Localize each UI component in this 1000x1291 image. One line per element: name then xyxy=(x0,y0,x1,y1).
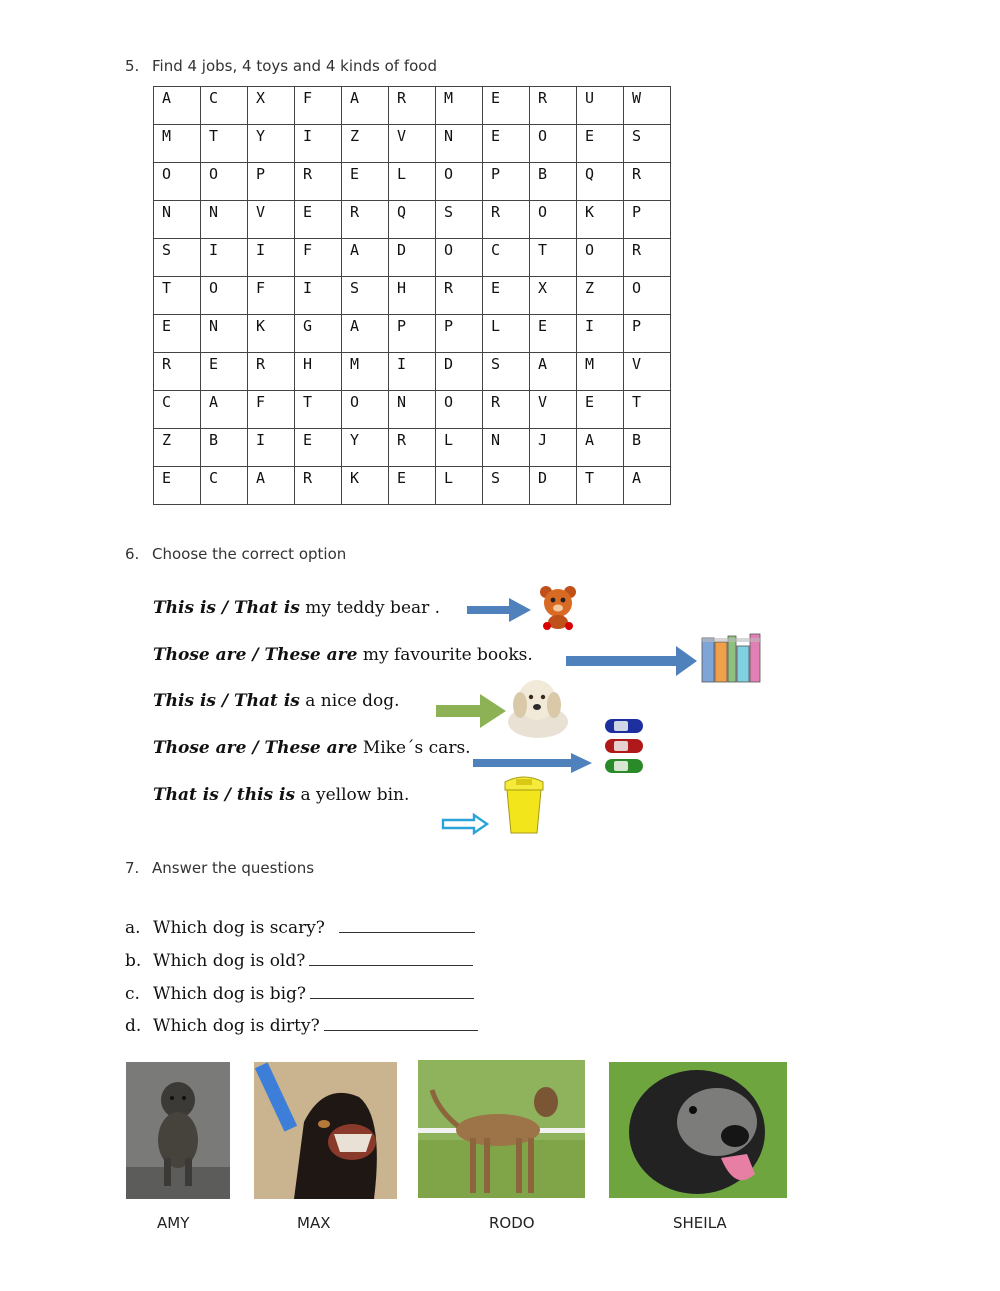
grid-cell[interactable]: E xyxy=(483,125,530,163)
grid-cell[interactable]: H xyxy=(295,353,342,391)
teddy-bear-icon xyxy=(540,586,576,630)
grid-cell[interactable]: T xyxy=(201,125,248,163)
grid-cell[interactable]: C xyxy=(483,239,530,277)
dog-name-label: AMY xyxy=(157,1214,190,1232)
grid-cell[interactable]: O xyxy=(201,277,248,315)
grid-cell[interactable]: D xyxy=(436,353,483,391)
grid-cell[interactable]: P xyxy=(436,315,483,353)
option-choice[interactable]: Those are / These are xyxy=(153,738,358,758)
grid-cell[interactable]: R xyxy=(624,163,671,201)
grid-cell[interactable]: N xyxy=(389,391,436,429)
grid-cell[interactable]: M xyxy=(342,353,389,391)
grid-cell[interactable]: E xyxy=(530,315,577,353)
grid-cell[interactable]: K xyxy=(342,467,389,505)
grid-cell[interactable]: R xyxy=(389,87,436,125)
section-number: 7. xyxy=(125,859,140,877)
grid-cell[interactable]: K xyxy=(248,315,295,353)
grid-cell[interactable]: S xyxy=(342,277,389,315)
grid-cell[interactable]: T xyxy=(154,277,201,315)
grid-cell[interactable]: E xyxy=(295,429,342,467)
grid-cell[interactable]: P xyxy=(248,163,295,201)
grid-cell[interactable]: A xyxy=(342,315,389,353)
grid-cell[interactable]: I xyxy=(295,277,342,315)
grid-cell[interactable]: R xyxy=(436,277,483,315)
sentence-text: a nice dog. xyxy=(299,691,400,711)
grid-cell[interactable]: S xyxy=(154,239,201,277)
grid-cell[interactable]: T xyxy=(577,467,624,505)
grid-cell[interactable]: I xyxy=(248,239,295,277)
question-text: Which dog is dirty? xyxy=(153,1016,320,1036)
grid-cell[interactable]: R xyxy=(530,87,577,125)
grid-cell[interactable]: P xyxy=(483,163,530,201)
option-choice[interactable]: This is / That is xyxy=(153,691,300,711)
sentence-text: my favourite books. xyxy=(357,645,533,665)
grid-cell[interactable]: V xyxy=(389,125,436,163)
grid-cell[interactable]: A xyxy=(342,87,389,125)
grid-cell[interactable]: E xyxy=(483,87,530,125)
books-icon xyxy=(702,634,760,682)
grid-cell[interactable]: C xyxy=(201,467,248,505)
grid-cell[interactable]: R xyxy=(342,201,389,239)
grid-cell[interactable]: N xyxy=(201,201,248,239)
grid-cell[interactable]: O xyxy=(577,239,624,277)
grid-cell[interactable]: R xyxy=(295,163,342,201)
grid-cell[interactable]: T xyxy=(624,391,671,429)
grid-cell[interactable]: E xyxy=(154,315,201,353)
grid-cell[interactable]: E xyxy=(389,467,436,505)
grid-cell[interactable]: A xyxy=(201,391,248,429)
grid-cell[interactable]: N xyxy=(483,429,530,467)
question-text: Which dog is old? xyxy=(153,951,306,971)
grid-cell[interactable]: Q xyxy=(389,201,436,239)
arrow-icon xyxy=(443,815,487,833)
grid-cell[interactable]: O xyxy=(530,201,577,239)
grid-cell[interactable]: T xyxy=(530,239,577,277)
dog-photo-sheila xyxy=(609,1062,787,1198)
grid-cell[interactable]: R xyxy=(295,467,342,505)
grid-cell[interactable]: A xyxy=(154,87,201,125)
grid-cell[interactable]: S xyxy=(483,467,530,505)
grid-cell[interactable]: M xyxy=(436,87,483,125)
grid-cell[interactable]: P xyxy=(624,201,671,239)
grid-cell[interactable]: N xyxy=(436,125,483,163)
section-7-heading xyxy=(125,859,314,877)
grid-cell[interactable]: Z xyxy=(342,125,389,163)
grid-cell[interactable]: F xyxy=(295,239,342,277)
grid-cell[interactable]: C xyxy=(154,391,201,429)
grid-cell[interactable]: F xyxy=(248,391,295,429)
grid-cell[interactable]: O xyxy=(624,277,671,315)
grid-cell[interactable]: A xyxy=(342,239,389,277)
sentence-text: a yellow bin. xyxy=(295,785,410,805)
toy-cars-icon xyxy=(605,719,643,773)
grid-cell[interactable]: Q xyxy=(577,163,624,201)
arrow-icon xyxy=(473,753,592,773)
question-c xyxy=(125,984,474,1004)
grid-cell[interactable]: O xyxy=(436,163,483,201)
grid-cell[interactable]: X xyxy=(530,277,577,315)
section-number: 6. xyxy=(125,545,140,563)
grid-cell[interactable]: B xyxy=(201,429,248,467)
grid-cell[interactable]: R xyxy=(248,353,295,391)
grid-cell[interactable]: I xyxy=(201,239,248,277)
grid-cell[interactable]: O xyxy=(201,163,248,201)
grid-cell[interactable]: B xyxy=(624,429,671,467)
grid-cell[interactable]: R xyxy=(483,391,530,429)
question-text: Which dog is big? xyxy=(153,984,307,1004)
answer-line[interactable] xyxy=(309,951,473,966)
section-number: 5. xyxy=(125,57,140,75)
dog-photo-max xyxy=(254,1062,397,1199)
question-a xyxy=(125,918,475,938)
question-d xyxy=(125,1016,478,1036)
arrow-icon xyxy=(467,598,531,622)
option-choice[interactable]: That is / this is xyxy=(153,785,296,805)
grid-cell[interactable]: E xyxy=(295,201,342,239)
answer-line[interactable] xyxy=(339,918,475,933)
grid-cell[interactable]: E xyxy=(342,163,389,201)
option-choice[interactable]: Those are / These are xyxy=(153,645,358,665)
grid-cell[interactable]: J xyxy=(530,429,577,467)
sentence-text: Mike´s cars. xyxy=(357,738,471,758)
grid-cell[interactable]: F xyxy=(248,277,295,315)
grid-cell[interactable]: P xyxy=(389,315,436,353)
grid-cell[interactable]: R xyxy=(483,201,530,239)
dog-name-label: SHEILA xyxy=(673,1214,727,1232)
grid-cell[interactable]: E xyxy=(483,277,530,315)
grid-cell[interactable]: V xyxy=(248,201,295,239)
grid-cell[interactable]: F xyxy=(295,87,342,125)
grid-cell[interactable]: E xyxy=(577,125,624,163)
grid-cell[interactable]: U xyxy=(577,87,624,125)
grid-cell[interactable]: R xyxy=(154,353,201,391)
question-text: Which dog is scary? xyxy=(153,918,325,938)
grid-cell[interactable]: A xyxy=(530,353,577,391)
grid-cell[interactable]: V xyxy=(530,391,577,429)
grid-cell[interactable]: Z xyxy=(154,429,201,467)
grid-cell[interactable]: K xyxy=(577,201,624,239)
answer-line[interactable] xyxy=(324,1016,478,1031)
grid-cell[interactable]: O xyxy=(530,125,577,163)
grid-cell[interactable]: L xyxy=(436,429,483,467)
grid-cell[interactable]: H xyxy=(389,277,436,315)
dog-name-label: MAX xyxy=(297,1214,331,1232)
grid-cell[interactable]: I xyxy=(389,353,436,391)
grid-cell[interactable]: D xyxy=(389,239,436,277)
sentence-text: my teddy bear . xyxy=(299,598,441,618)
grid-cell[interactable]: T xyxy=(295,391,342,429)
grid-cell[interactable]: I xyxy=(577,315,624,353)
grid-cell[interactable]: P xyxy=(624,315,671,353)
grid-cell[interactable]: O xyxy=(342,391,389,429)
grid-cell[interactable]: N xyxy=(201,315,248,353)
grid-cell[interactable]: A xyxy=(248,467,295,505)
yellow-bin-icon xyxy=(505,777,543,833)
grid-cell[interactable]: E xyxy=(201,353,248,391)
grid-cell[interactable]: X xyxy=(248,87,295,125)
question-letter: b. xyxy=(125,951,142,971)
arrow-icon xyxy=(566,646,697,676)
grid-cell[interactable]: Y xyxy=(248,125,295,163)
grid-cell[interactable]: O xyxy=(436,239,483,277)
grid-cell[interactable]: I xyxy=(248,429,295,467)
dog-photo-rodo xyxy=(418,1060,585,1198)
grid-cell[interactable]: L xyxy=(436,467,483,505)
grid-cell[interactable]: B xyxy=(530,163,577,201)
option-choice[interactable]: This is / That is xyxy=(153,598,300,618)
grid-cell[interactable]: D xyxy=(530,467,577,505)
grid-cell[interactable]: S xyxy=(436,201,483,239)
grid-cell[interactable]: W xyxy=(624,87,671,125)
section-title: Choose the correct option xyxy=(152,545,347,563)
grid-cell[interactable]: R xyxy=(624,239,671,277)
question-letter: d. xyxy=(125,1016,142,1036)
puppy-icon xyxy=(508,680,568,738)
question-letter: a. xyxy=(125,918,141,938)
grid-cell[interactable]: A xyxy=(624,467,671,505)
grid-cell[interactable]: Y xyxy=(342,429,389,467)
answer-line[interactable] xyxy=(310,984,474,999)
grid-cell[interactable]: L xyxy=(483,315,530,353)
grid-cell[interactable]: E xyxy=(577,391,624,429)
arrow-icon xyxy=(436,694,506,728)
dog-name-label: RODO xyxy=(489,1214,535,1232)
grid-cell[interactable]: S xyxy=(483,353,530,391)
question-b xyxy=(125,951,473,971)
grid-cell[interactable]: G xyxy=(295,315,342,353)
grid-cell[interactable]: L xyxy=(389,163,436,201)
grid-cell[interactable]: M xyxy=(154,125,201,163)
question-letter: c. xyxy=(125,984,140,1004)
grid-cell[interactable]: O xyxy=(436,391,483,429)
grid-cell[interactable]: N xyxy=(154,201,201,239)
section-title: Answer the questions xyxy=(152,859,315,877)
grid-cell[interactable]: E xyxy=(154,467,201,505)
grid-cell[interactable]: O xyxy=(154,163,201,201)
grid-cell[interactable]: I xyxy=(295,125,342,163)
grid-cell[interactable]: Z xyxy=(577,277,624,315)
grid-cell[interactable]: S xyxy=(624,125,671,163)
grid-cell[interactable]: C xyxy=(201,87,248,125)
grid-cell[interactable]: R xyxy=(389,429,436,467)
grid-cell[interactable]: V xyxy=(624,353,671,391)
grid-cell[interactable]: A xyxy=(577,429,624,467)
dog-photo-amy xyxy=(126,1062,230,1199)
section-title: Find 4 jobs, 4 toys and 4 kinds of food xyxy=(152,57,438,75)
grid-cell[interactable]: M xyxy=(577,353,624,391)
